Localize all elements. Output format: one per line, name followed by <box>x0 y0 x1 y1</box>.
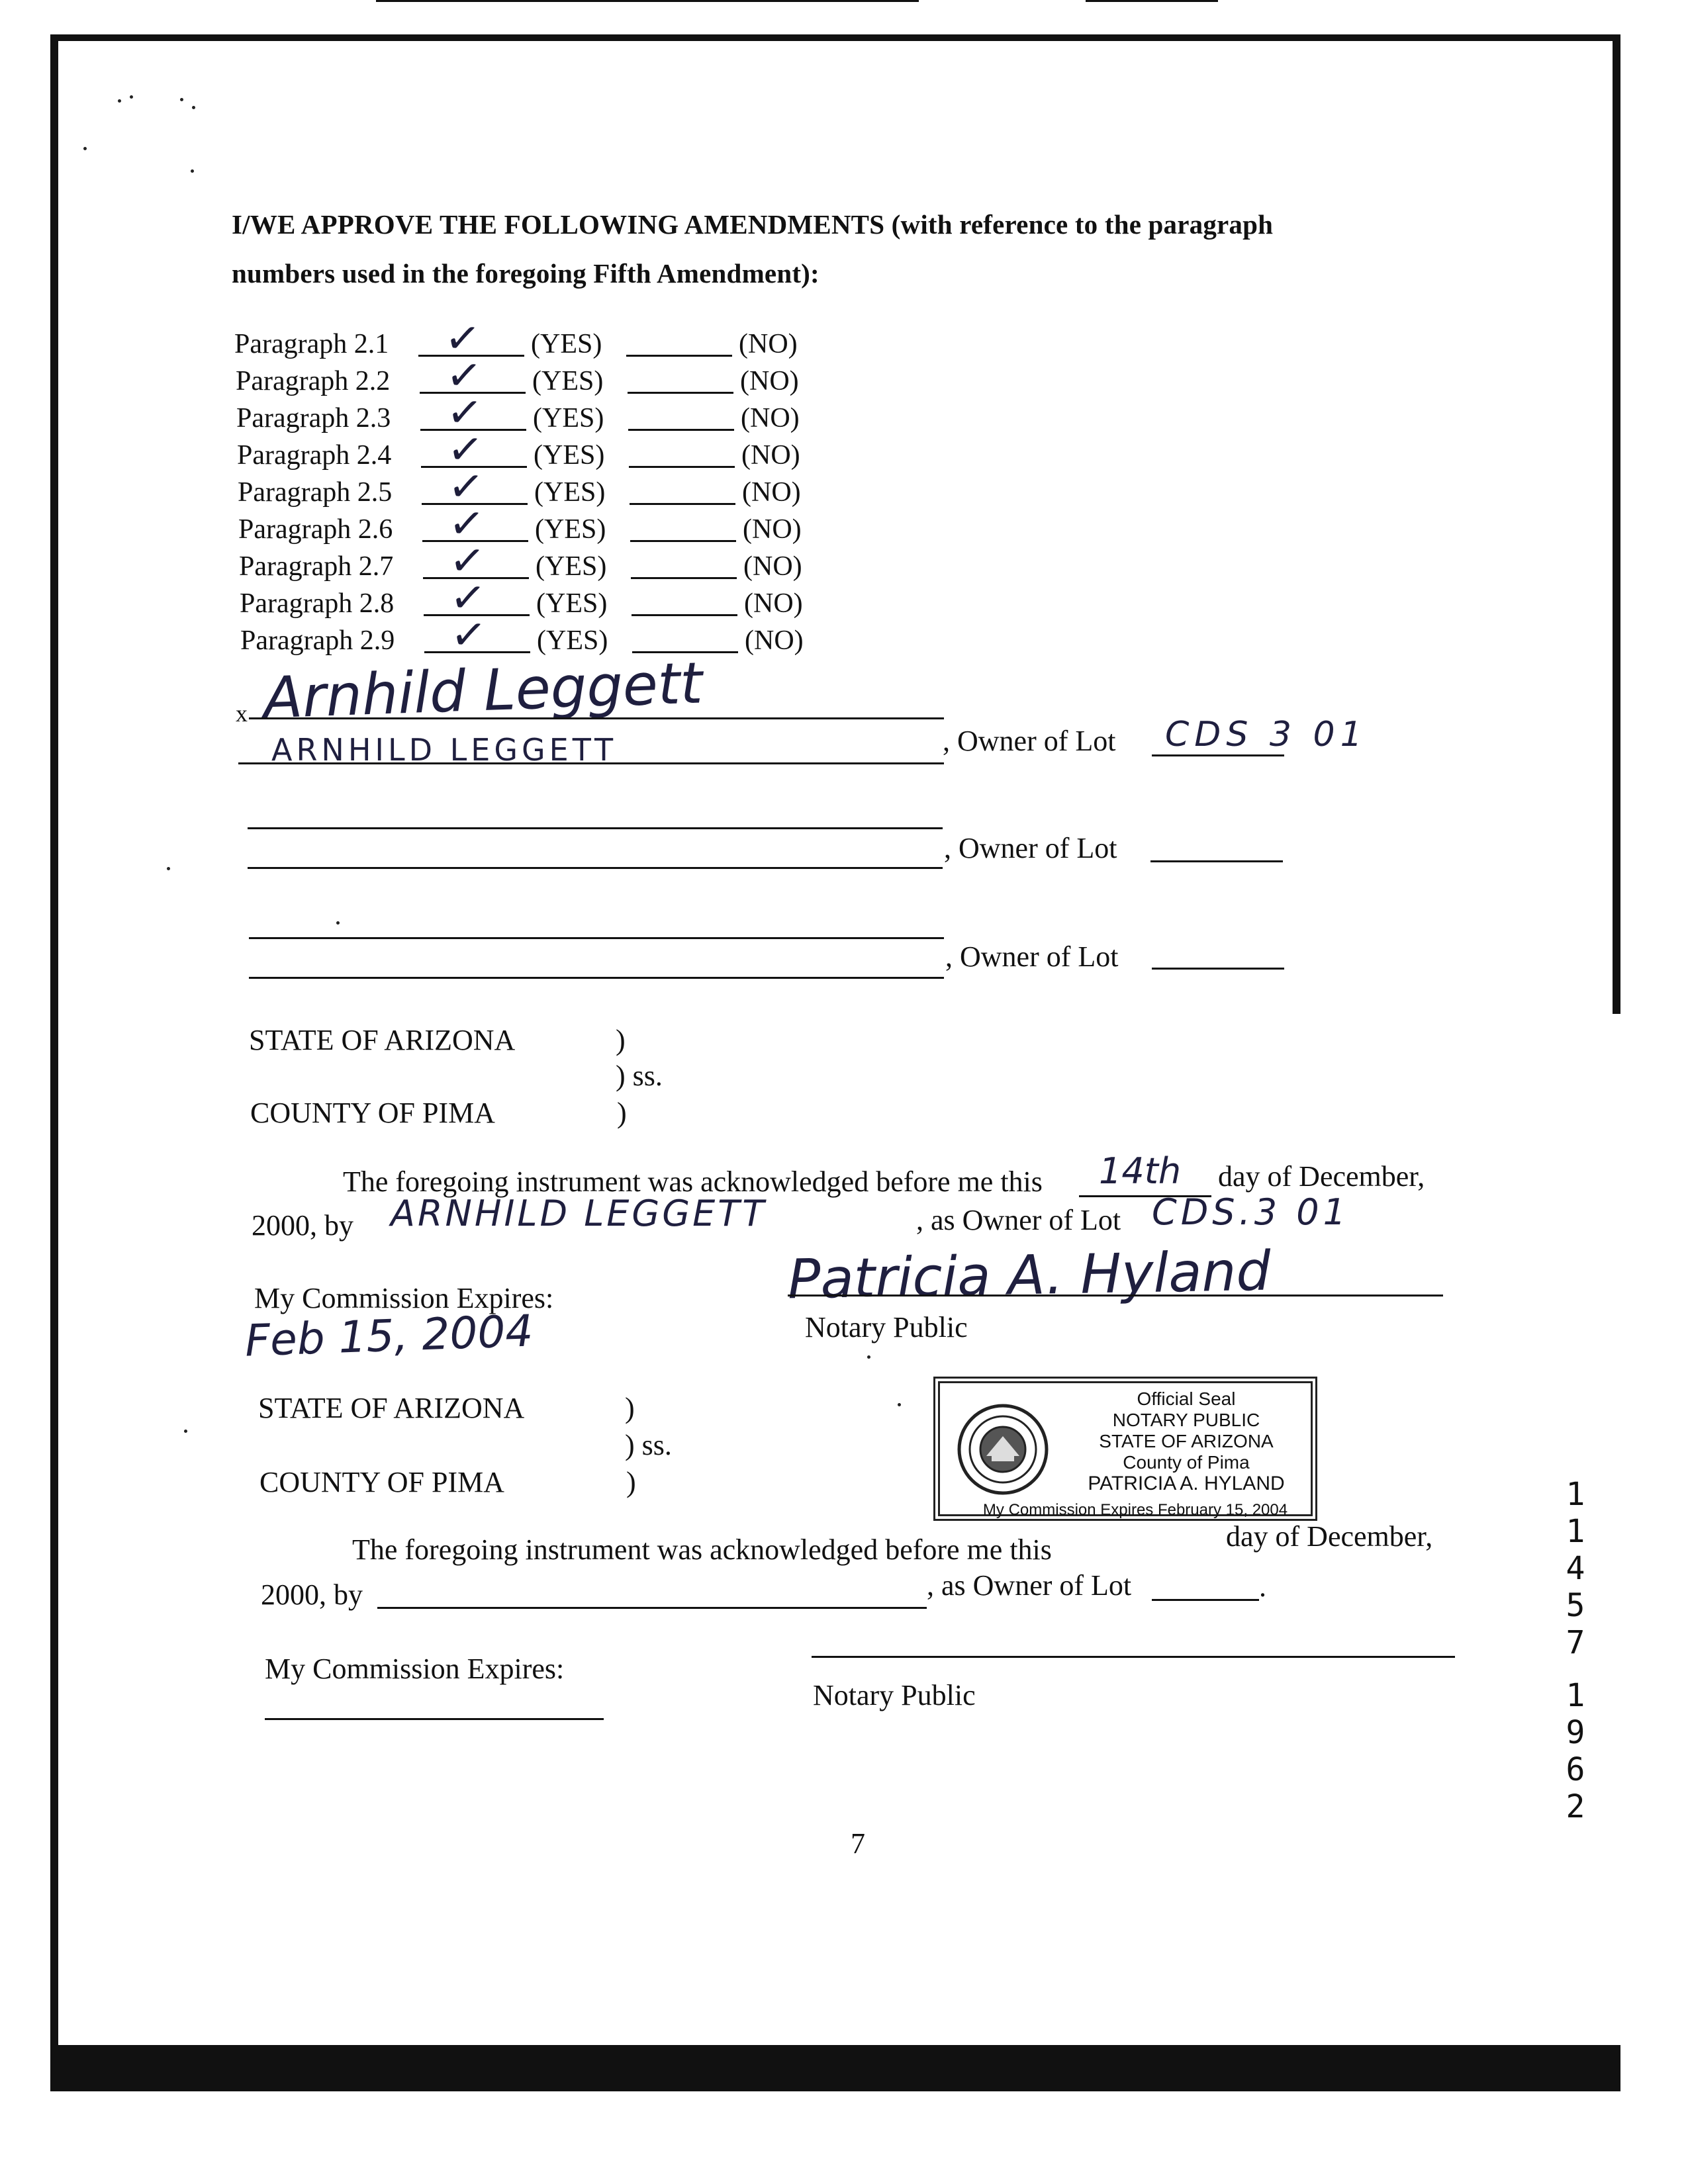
ss-label: ) ss. <box>625 1429 672 1461</box>
owner-of-lot-label: , Owner of Lot <box>944 832 1117 864</box>
no-blank[interactable] <box>629 466 735 468</box>
no-blank[interactable] <box>631 577 737 579</box>
no-blank[interactable] <box>630 540 736 542</box>
no-blank[interactable] <box>626 355 732 357</box>
owner-name-line[interactable] <box>248 867 943 869</box>
as-owner-of-lot-label: , as Owner of Lot <box>927 1569 1132 1602</box>
page-number: 7 <box>851 1827 865 1860</box>
signature-x-mark: x <box>236 700 248 727</box>
owner-signature-line[interactable] <box>248 827 943 829</box>
scan-border-bottom <box>58 2045 1620 2091</box>
owner-lot-line[interactable] <box>1152 968 1284 970</box>
checkmark-icon: ✓ <box>444 387 485 439</box>
stamp-digit: 6 <box>1566 1751 1585 1788</box>
seal-line-2: NOTARY PUBLIC <box>1112 1410 1260 1430</box>
yes-label: (YES) <box>531 329 602 359</box>
stamp-digit: 9 <box>1566 1714 1585 1751</box>
checkmark-icon: ✓ <box>447 535 488 588</box>
checkmark-icon: ✓ <box>448 609 489 662</box>
no-blank[interactable] <box>630 503 735 505</box>
scan-border-top <box>50 34 1620 41</box>
owner-lot-line[interactable] <box>1152 754 1284 756</box>
stamp-digit: 5 <box>1566 1587 1585 1624</box>
scan-speck <box>167 867 170 870</box>
yes-label: (YES) <box>535 514 606 545</box>
no-label: (NO) <box>739 329 798 359</box>
yes-label: (YES) <box>536 588 608 619</box>
scan-border-right <box>1613 34 1620 1014</box>
ack-by-line[interactable] <box>377 1607 927 1609</box>
checkmark-icon: ✓ <box>442 312 483 365</box>
yes-label: (YES) <box>533 403 604 433</box>
scan-border-left <box>50 34 58 2091</box>
scan-speck <box>83 147 87 150</box>
scan-speck <box>898 1403 901 1406</box>
seal-expiration: My Commission Expires February 15, 2004 <box>982 1501 1288 1519</box>
year-by-label: 2000, by <box>252 1209 353 1242</box>
scan-speck <box>118 99 121 103</box>
seal-line-4: County of Pima <box>1123 1452 1250 1473</box>
state-label: STATE OF ARIZONA <box>249 1024 516 1056</box>
owner-lot-line[interactable] <box>1150 860 1283 862</box>
owner-signature-line[interactable] <box>249 937 944 939</box>
scan-speck <box>130 95 133 99</box>
acknowledgment-text: The foregoing instrument was acknowledged before me this <box>343 1165 1043 1198</box>
seal-line-3: STATE OF ARIZONA <box>1099 1431 1274 1451</box>
owner-lot-number: CDS 3 01 <box>1165 715 1368 754</box>
no-label: (NO) <box>740 366 799 396</box>
no-blank[interactable] <box>628 429 734 431</box>
paragraph-label: Paragraph 2.2 <box>236 366 391 396</box>
scan-speck <box>336 921 340 925</box>
stamp-digit: 1 <box>1566 1476 1585 1513</box>
checkmark-icon: ✓ <box>445 461 487 514</box>
county-label: COUNTY OF PIMA <box>250 1097 495 1129</box>
county-label: COUNTY OF PIMA <box>259 1466 504 1498</box>
notary-public-label: Notary Public <box>813 1679 976 1711</box>
owner-name-line[interactable] <box>249 977 944 979</box>
paragraph-label: Paragraph 2.1 <box>234 329 389 359</box>
scan-speck <box>180 98 183 101</box>
state-seal-icon <box>953 1396 1053 1502</box>
stamp-digit: 2 <box>1566 1788 1585 1825</box>
checkmark-icon: ✓ <box>444 349 485 402</box>
stamp-digit: 7 <box>1566 1624 1585 1661</box>
checkmark-icon: ✓ <box>447 572 489 625</box>
paragraph-label: Paragraph 2.7 <box>239 551 394 582</box>
bracket: ) <box>626 1466 636 1498</box>
owner-signature: Arnhild Leggett <box>262 650 704 732</box>
scan-speck <box>867 1355 870 1359</box>
stamp-digit: 4 <box>1566 1550 1585 1587</box>
as-owner-of-lot-label: , as Owner of Lot <box>916 1204 1121 1236</box>
state-label: STATE OF ARIZONA <box>258 1392 525 1424</box>
commission-expires-label: My Commission Expires: <box>254 1282 554 1314</box>
stamp-gap <box>1556 1661 1595 1677</box>
heading-line-1: I/WE APPROVE THE FOLLOWING AMENDMENTS (with reference to the paragraph <box>232 209 1274 240</box>
day-of-month-label: day of December, <box>1226 1520 1433 1553</box>
seal-line-1: Official Seal <box>1137 1388 1236 1409</box>
yes-label: (YES) <box>536 551 607 582</box>
commission-expires-label: My Commission Expires: <box>265 1653 565 1685</box>
amendments-heading <box>232 200 1463 298</box>
owner-printed-name: ARNHILD LEGGETT <box>271 732 618 768</box>
owner-signature-line[interactable] <box>249 717 944 719</box>
yes-label: (YES) <box>534 477 606 508</box>
ack-day-value: 14th <box>1099 1150 1182 1192</box>
notary-signature-line[interactable] <box>812 1656 1455 1658</box>
no-blank[interactable] <box>632 614 737 616</box>
scan-speck <box>191 169 194 173</box>
yes-label: (YES) <box>537 625 608 656</box>
paragraph-label: Paragraph 2.4 <box>237 440 392 471</box>
ss-label: ) ss. <box>616 1060 663 1092</box>
no-label: (NO) <box>744 588 803 619</box>
no-label: (NO) <box>745 625 804 656</box>
paragraph-label: Paragraph 2.3 <box>236 403 391 433</box>
checkmark-icon: ✓ <box>446 498 487 551</box>
acknowledgment-text: The foregoing instrument was acknowledged before me this <box>352 1533 1052 1566</box>
ack-day-line[interactable] <box>1086 0 1218 2</box>
notary-public-label: Notary Public <box>805 1311 968 1343</box>
ack-lot-line[interactable] <box>1152 1599 1259 1601</box>
ack-lot-value: CDS.3 01 <box>1152 1191 1350 1233</box>
no-label: (NO) <box>743 551 802 582</box>
no-label: (NO) <box>743 514 802 545</box>
commission-expires-line[interactable] <box>265 1718 604 1720</box>
bracket: ) <box>616 1024 626 1056</box>
owner-of-lot-label: , Owner of Lot <box>943 725 1116 757</box>
seal-text-block <box>1056 1388 1316 1494</box>
checkmark-icon: ✓ <box>445 424 486 477</box>
bracket: ) <box>617 1097 627 1129</box>
yes-label: (YES) <box>532 366 604 396</box>
yes-label: (YES) <box>534 440 605 471</box>
seal-line-5: PATRICIA A. HYLAND <box>1088 1473 1285 1494</box>
stamp-digit: 1 <box>1566 1677 1585 1714</box>
bracket: ) <box>625 1392 635 1424</box>
commission-expires-value: Feb 15, 2004 <box>244 1305 534 1367</box>
owner-name-line[interactable] <box>238 762 944 764</box>
day-of-month-label: day of December, <box>1218 1160 1425 1193</box>
document-stamp-number <box>1556 1476 1595 1825</box>
notary-signature-line[interactable] <box>788 1295 1443 1297</box>
no-label: (NO) <box>741 440 800 471</box>
owner-of-lot-label: , Owner of Lot <box>945 940 1119 973</box>
paragraph-label: Paragraph 2.9 <box>240 625 395 656</box>
period: . <box>1259 1570 1266 1603</box>
no-blank[interactable] <box>628 392 733 394</box>
no-label: (NO) <box>741 403 800 433</box>
scan-speck <box>192 106 195 109</box>
heading-line-2: numbers used in the foregoing Fifth Amendment): <box>232 258 820 289</box>
ack-by-value: ARNHILD LEGGETT <box>391 1193 767 1234</box>
notary-seal <box>933 1377 1317 1521</box>
paragraph-label: Paragraph 2.8 <box>240 588 395 619</box>
ack-by-line[interactable] <box>376 0 919 2</box>
year-by-label: 2000, by <box>261 1578 363 1611</box>
paragraph-label: Paragraph 2.6 <box>238 514 393 545</box>
scan-speck <box>184 1430 187 1433</box>
notary-signature: Patricia A. Hyland <box>787 1240 1272 1312</box>
paragraph-label: Paragraph 2.5 <box>238 477 393 508</box>
no-label: (NO) <box>742 477 801 508</box>
stamp-digit: 1 <box>1566 1513 1585 1550</box>
